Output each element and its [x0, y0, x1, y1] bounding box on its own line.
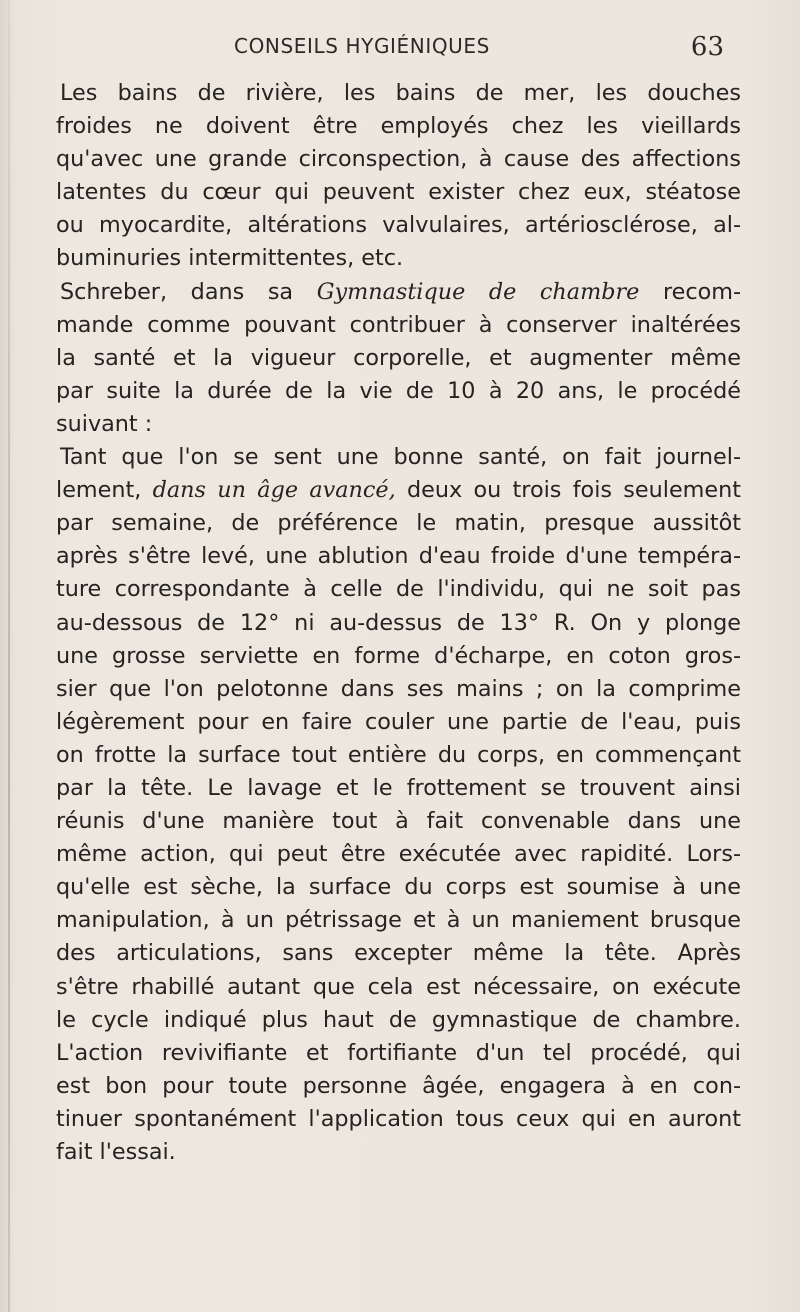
text-run: lement, — [56, 477, 153, 504]
text-line: des articulations, sans excepter même la tête. Après — [56, 940, 741, 967]
text-line: latentes du cœur qui peuvent exister chez eux, stéatose — [56, 179, 741, 206]
text-line: buminuries intermittentes, etc. — [56, 245, 404, 272]
text-run: Schreber, dans sa — [60, 278, 317, 305]
book-title-italic: Gymnastique de chambre — [316, 278, 640, 305]
text-run: deux ou trois fois seulement — [395, 477, 741, 504]
text-line: s'être rhabillé autant que cela est nécessaire, on exécute — [56, 973, 741, 1000]
text-line: Les bains de rivière, les bains de mer, les douches — [60, 80, 741, 106]
text-line — [56, 474, 741, 507]
text-line: qu'elle est sèche, la surface du corps est soumise à une — [56, 874, 741, 901]
emphasis-italic: dans un âge avancé, — [152, 477, 396, 504]
text-line: tinuer spontanément l'application tous ceux qui en auront — [56, 1105, 741, 1132]
text-line: Tant que l'on se sent une bonne santé, on fait journel- — [60, 444, 741, 471]
text-run: recom- — [639, 278, 741, 305]
text-line: par suite la durée de la vie de 10 à 20 ans, le procédé — [56, 377, 741, 404]
text-line: au-dessous de 12° ni au-dessus de 13° R. On y plonge — [56, 609, 741, 636]
text-line: ou myocardite, altérations valvulaires, artériosclérose, al- — [56, 212, 741, 239]
text-line: suivant : — [56, 410, 153, 437]
text-line: légèrement pour en faire couler une partie de l'eau, puis — [56, 708, 741, 735]
text-line: qu'avec une grande circonspection, à cause des affections — [56, 146, 741, 173]
text-line: réunis d'une manière tout à fait convenable dans une — [56, 808, 741, 835]
text-line: par semaine, de préférence le matin, presque aussitôt — [56, 510, 741, 537]
page-edge-shadow — [8, 0, 10, 1312]
text-line: L'action revivifiante et fortifiante d'un tel procédé, qui — [56, 1039, 741, 1066]
text-line: fait l'essai. — [56, 1139, 176, 1165]
text-line: mande comme pouvant contribuer à conserver inaltérées — [56, 311, 741, 338]
text-line: froides ne doivent être employés chez les vieillards — [56, 113, 741, 140]
page-number: 63 — [690, 32, 724, 62]
running-title: CONSEILS HYGIÉNIQUES — [234, 34, 490, 58]
running-header — [52, 34, 742, 66]
text-line: la santé et la vigueur corporelle, et augmenter même — [56, 344, 741, 371]
text-line: ture correspondante à celle de l'individu, qui ne soit pas — [56, 576, 741, 603]
text-line: par la tête. Le lavage et le frottement se trouvent ainsi — [56, 774, 741, 801]
text-line: manipulation, à un pétrissage et à un maniement brusque — [56, 907, 741, 934]
text-line: même action, qui peut être exécutée avec rapidité. Lors- — [56, 841, 741, 868]
body-text — [56, 77, 741, 1169]
text-line: une grosse serviette en forme d'écharpe, en coton gros- — [56, 642, 741, 669]
text-line — [56, 276, 741, 309]
text-line: le cycle indiqué plus haut de gymnastique de chambre. — [56, 1006, 741, 1033]
text-line: est bon pour toute personne âgée, engagera à en con- — [56, 1072, 741, 1099]
text-line: après s'être levé, une ablution d'eau froide d'une tempéra- — [56, 543, 741, 570]
text-line: on frotte la surface tout entière du corps, en commençant — [56, 741, 741, 768]
text-line: sier que l'on pelotonne dans ses mains ; on la comprime — [56, 675, 741, 702]
